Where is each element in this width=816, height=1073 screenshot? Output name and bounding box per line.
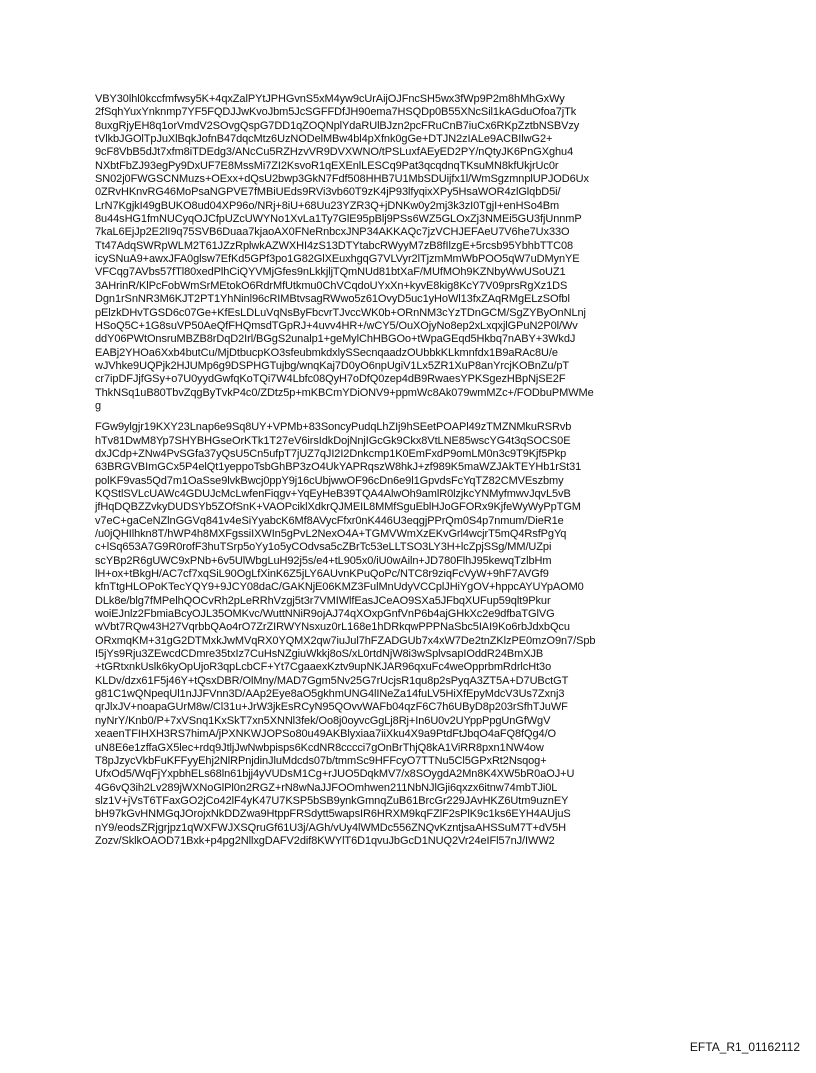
text-line: g81C1wQNpeqUl1nJJFVnn3D/AAp2Eye8aO5gkhmUNG4lINeZa14fuLV5HiXfEpyMdcV3Us7Zxnj3 <box>95 688 565 701</box>
text-line: 8u44sHG1fmNUCyqOJCfpUZcUWYNo1XvLa1Ty7GlE95pBlj9PSs6WZ5GLOxZj3NMEi5GU3fjUnnmP <box>95 213 582 226</box>
text-line: scYBp2R6gUWC9xPNb+6v5UlWbgLuH92j5s/e4+tL905x0/iU0wAiln+JD780FlhJ95kewqTzlbHm <box>95 554 552 567</box>
text-line: FGw9ylgjr19KXY23Lnap6e9Sq8UY+VPMb+83SoncyPudqLhZIj9hSEetPOAPl49zTMZNMkuRSRvb <box>95 421 572 434</box>
text-line: wJVhke9UQPjk2HJUMp6g9DSPHGTujbg/wnqKaj7D0yO6npUgiV1Lx5ZR1XuP8anYrcjKOBnZu/pT <box>95 359 570 372</box>
text-line: cr7ipDFJjfGSy+o7U0yydGwfqKoTQi7W4Lbfc08QyH7oDfQ0zep4dB9RwaesYPKSgezHBpNjSE2F <box>95 373 566 386</box>
text-line: qrJlxJV+noapaGUrM8w/Cl31u+JrW3jkEsRCyN95QOvvWAFb04qzF6C7h6UByD8p203rSfhTJuWF <box>95 701 568 714</box>
text-line: jfHqDQBZZvkyDUDSYb5ZOfSnK+VAOPciklXdkrQJMEIL8MMfSguEblHJoGFORx9KjfeWyWyPpTGM <box>95 501 581 514</box>
text-line: /u0jQHIlhkn8T/hWP4h8MXFgssiIXWIn5gPvL2NexO4A+TGMVWmXzEKvGrl4wcjrT5mQ4RsfPgYq <box>95 528 567 540</box>
text-line: KLDv/dzx61F5j46Y+tQsxDBR/OlMny/MAD7Ggm5Nv25G7rUcjsR1qu8p2sPyqA3ZT5A+D7UBctGT <box>95 674 569 687</box>
text-line: 8uxgRjyEH8q1orVmdV2SOvgQspG7DD1qZOQNplYdaRUlBJzn2pcFRuCnB7iuCx6RKpZztbNSBVzy <box>95 119 580 132</box>
encoded-text-body <box>95 93 735 848</box>
text-line: dxJCdp+ZNw4PvSGfa37yQsU5Cn5ufpT7jUZ7qJI2I2Dnkcmp1K0EmFxdP9omLM0n3c9T9Kjf5Pkp <box>95 447 567 460</box>
text-line: NXbtFbZJ93egPy9DxUF7E8MssMi7ZI2KsvoR1qEXEnlLESCq9Pat3qcqdnqTKsuMN8kfUkjrUc0r <box>95 159 559 172</box>
text-line: wVbt7RQw43H27VqrbbQAo4rO7ZrZIRWYNsxuz0rL168e1hDRkqwPPPNaSbc5IAI9Ko6rbJdxbQcu <box>95 621 570 634</box>
text-line: slz1V+jVsT6TFaxGO2jCo42lF4yK47U7KSP5bSB9ynkGmnqZuB61BrcGr229JAvHKZ6Utm9uznEY <box>95 794 569 807</box>
text-line: EABj2YHOa6Xxb4butCu/MjDtbucpKO3sfeubmkdxlySSecnqaadzOUbbkKLkmnfdx1B9aRAc8U/e <box>95 346 558 359</box>
text-line: 7kaL6EjJp2E2lI9q75SVB6Duaa7kjaoAX0FNeRnbcxJNP34AKKAQc7jzVCHJEFAeU7V6he7Ux33O <box>95 226 570 239</box>
text-block-2 <box>95 421 735 848</box>
text-line: KQStlSVLcUAWc4GDUJcMcLwfenFiqgv+YqEyHeB39TQA4AlwOh9amlR0lzjkcYNMyfmwvJqvL5vB <box>95 487 571 500</box>
text-line: woiEJnlz2FbmiaBcyOJL35OMKvc/WuttNNiR9ojAJ74qXOxpGnfVnP6b4ajGHkXc2e9dfbaTGlVG <box>95 608 555 621</box>
text-line: polKF9vas5Qd7m1OaSse9lvkBwcj0ppY9j16cUbjwwOF96cDn6e9l1GpvdsFcYqTZ82CMVEszbmy <box>95 474 564 487</box>
text-line: VFCqg7AVbs57fTl80xedPlhCiQYVMjGfes9nLkkjljTQmNUd81btXaF/MUfMOh9KZNbyWwUSoUZ1 <box>95 266 566 279</box>
text-line: Zozv/SklkOAOD71Bxk+p4pg2NllxgDAFV2dif8KWYlT6D1qvuJbGcD1NUQ2Vr24eIFl57nJ/IWW2 <box>95 834 555 847</box>
text-line: nyNrY/Knb0/P+7xVSnq1KxSkT7xn5XNNl3fek/Oo8j0oyvcGgLj8Rj+In6U0v2UYppPpgUnGfWgV <box>95 714 551 727</box>
text-line: g <box>95 399 102 412</box>
text-line: 63BRGVBImGCx5P4elQt1yeppoTsbGhBP3zO4UkYAPRqszW8hkJ+zf989K5maWZJAkTEYHb1rSt31 <box>95 461 582 474</box>
text-line: uN8E6e1zffaGX5lec+rdq9JtljJwNwbpisps6KcdNR8cccci7gOnBrThjQ8kA1ViRR8pxn1NW4ow <box>95 741 544 754</box>
text-line: Tt47AdqSWRpWLM2T61JZzRplwkAZWXHI4zS13DTYtabcRWyyM7zB8fIlzgE+5rcsb95YbhbTTC08 <box>95 239 574 252</box>
text-line: icySNuA9+awxJFA0glsw7EfKd5GPf3po1G82GlXEuxhgqG7VLVyr2lTjzmMmWbPOO5qW7uDMynYE <box>95 253 580 266</box>
text-line: HSoQ5C+1G8suVP50AeQfFHQmsdTGpRJ+4uvv4HR+/wCY5/OuXOjyNo8ep2xLxqxjlGPuN2P0l/Wv <box>95 319 578 332</box>
text-line: kfnTtgHLOPoKTecYQY9+9JCY08daC/GAKNjE06KMZ3FulMnUdyVCCplJHiYgOV+hppcAYUYpAOM0 <box>95 581 584 594</box>
text-line: 4G6vQ3ih2Lv289jWXNoGlPl0n2RGZ+rN8wNaJJFOOmhwen211NbNJlGji6qxzx6itnw74mbTJi0L <box>95 781 558 794</box>
text-line: 2fSqhYuxYnknmp7YF5FQDJJwKvoJbm5JcSGFFDfJH90ema7HSQDp0B55XNcSil1kAGduOfoa7jTk <box>95 106 577 119</box>
text-line: I5jYs9Rju3ZEwcdCDmre35txIz7CuHsNZgiuWkkj8oS/xL0rtdNjW8i3wSplvsapIOddR24BmXJB <box>95 648 544 661</box>
text-line: 0ZRvHKnvRG46MoPsaNGPVE7fMBiUEds9RVi3vb60T9zK4jP93lfyqixXPy5HsaWOR4zlGlqbD5i/ <box>95 186 561 199</box>
text-line: T8pJzycVkbFuKFFyyEhj2NlRPnjdinJluMdcds07b/tmmSc9HFFcyO7TTNu5Cl5GPxRt2Nsqog+ <box>95 754 547 767</box>
text-line: DLk8e/blg7fMPelhQOCvRh2pLeRRhVzgj5t3r7VMIWlfEasJCeAO9SXa5JFbqXUFup59qlt9Pkur <box>95 594 551 607</box>
text-line: tVlkbJGOlTpJuXlBqkJofnB47dqcMtz6UzNODelMBw4bl4pXfnk0gGe+DTJN2zIALe9ACBIlwG2+ <box>95 133 553 146</box>
text-line: hTv81DwM8Yp7SHYBHGseOrKTk1T27eV6irsIdkDojNnjIGcGk9Ckx8VtLNE85wscYG4t3qSOCS0E <box>95 434 571 447</box>
text-line: UfxOd5/WqFjYxpbhELs68ln61bjj4yVUDsM1Cg+rJUO5DqkMV7/x8SOygdA2Mn8K4XW5bR0aOJ+U <box>95 768 575 781</box>
text-line: c+lSq653A7G9R0rofF3huTSrp5oYy1o5yCOdvsa5cZBrTc53eLLTSO3LY3H+lcZpjSSg/MM/UZpi <box>95 541 552 554</box>
text-line: ThkNSq1uB80TbvZqgByTvkP4c0/ZDtz5p+mKBCmYDiONV9+ppmWc8Ak079wmMZc+/FODbuPMWMe <box>95 386 594 399</box>
text-line: SN02j0FWGSCNMuzs+OExx+dQsU2bwp3GkN7Fdf508HHB7U1MbSDUijfx1l/WmSgzmnplUPJOD6Ux <box>95 173 589 186</box>
text-line: pElzkDHvTGSD6c07Ge+KfEsLDLuVqNsByFbcvrTJvccWK0b+ORnNM3cYzTDnGCM/SgZYByOnNLnj <box>95 306 586 319</box>
text-line: LrN7KgjkI49gBUKO8ud04XP96o/NRj+8iU+68Uu23YZR3Q+jDNKw0y2mj3k3zI0TgjI+enHSo4Bm <box>95 199 560 212</box>
text-line: ddY06PWtOnsruMBZB8rDqD2Irl/BGgS2unalp1+geMylChHBGOo+tWpaGEqd5Hkbq7nABY+3WkdJ <box>95 333 576 346</box>
text-line: v7eC+gaCeNZlnGGVq841v4eSiYyabcK6Mf8AVycFfxr0nK446U3eqgjPPrQm0S4p7nmum/DieR1e <box>95 514 564 527</box>
document-id-footer: EFTA_R1_01162112 <box>689 1040 800 1054</box>
text-line: 9cF8VbB5dJt7xfm8iTDEdg3/ANcCu5RZHzvVR9DVXWNO/tPSLuxfAEyED2PY/nQtyJK6PnGXghu4 <box>95 146 574 159</box>
text-line: nY9/eodsZRjgrjpz1qWXFWJXSQruGf61U3j/AGh/vUy4lWMDc556ZNQvKzntjsaAHSSuM7T+dV5H <box>95 821 567 834</box>
text-line: xeaenTFIHXH3RS7himA/jPXNKWJOPSo80u49AKBlyxiaa7iiXku4X9a9PtdFtJbqO4aFQ8fQg4/O <box>95 728 557 741</box>
text-line: lH+ox+tBkgH/AC7cf7xqSiL90OgLfXinK6Z5jLY6AUvnKPuQoPc/NTC8r9ziqFcVyW+9hF7AVGf9 <box>95 568 549 581</box>
text-line: 3AHrinR/KlPcFobWmSrMEtokO6RdrMfUtkmu0ChVCqdoUYxXn+kyvE8kig8KcY7V09prsRgXz1DS <box>95 279 568 292</box>
text-line: ORxmqKM+31gG2DTMxkJwMVqRX0YQMX2qw7iuJul7hFZADGUb7x4xW7De2tnZKlzPE0mzO9n7/Spb <box>95 634 596 647</box>
text-block-1 <box>95 93 735 413</box>
paragraph-gap <box>95 413 735 421</box>
text-line: Dgn1rSnNR3M6KJT2PT1YhNinl96cRIMBtvsagRWwo5z61OvyD5uc1yHoWl13fxZAqRMgELzSOfbl <box>95 293 570 306</box>
text-line: +tGRtxnkUslk6kyOpUjoR3qpLcbCF+Yt7CgaaexKztv9upNKJAR96qxuFc4weOpprbmRdrlcHt3o <box>95 661 552 674</box>
text-line: VBY30lhl0kccfmfwsy5K+4qxZalPYtJPHGvnS5xM4yw9cUrAijOJFncSH5wx3fWp9P2m8hMhGxWy <box>95 93 565 105</box>
text-line: bH97kGvHNMGqJOrojxNkDDZwa9HtppFRSdytt5wapsIR6HRXM9kqFZlF2sPlK9c1ks6EYH4AUjuS <box>95 808 571 821</box>
